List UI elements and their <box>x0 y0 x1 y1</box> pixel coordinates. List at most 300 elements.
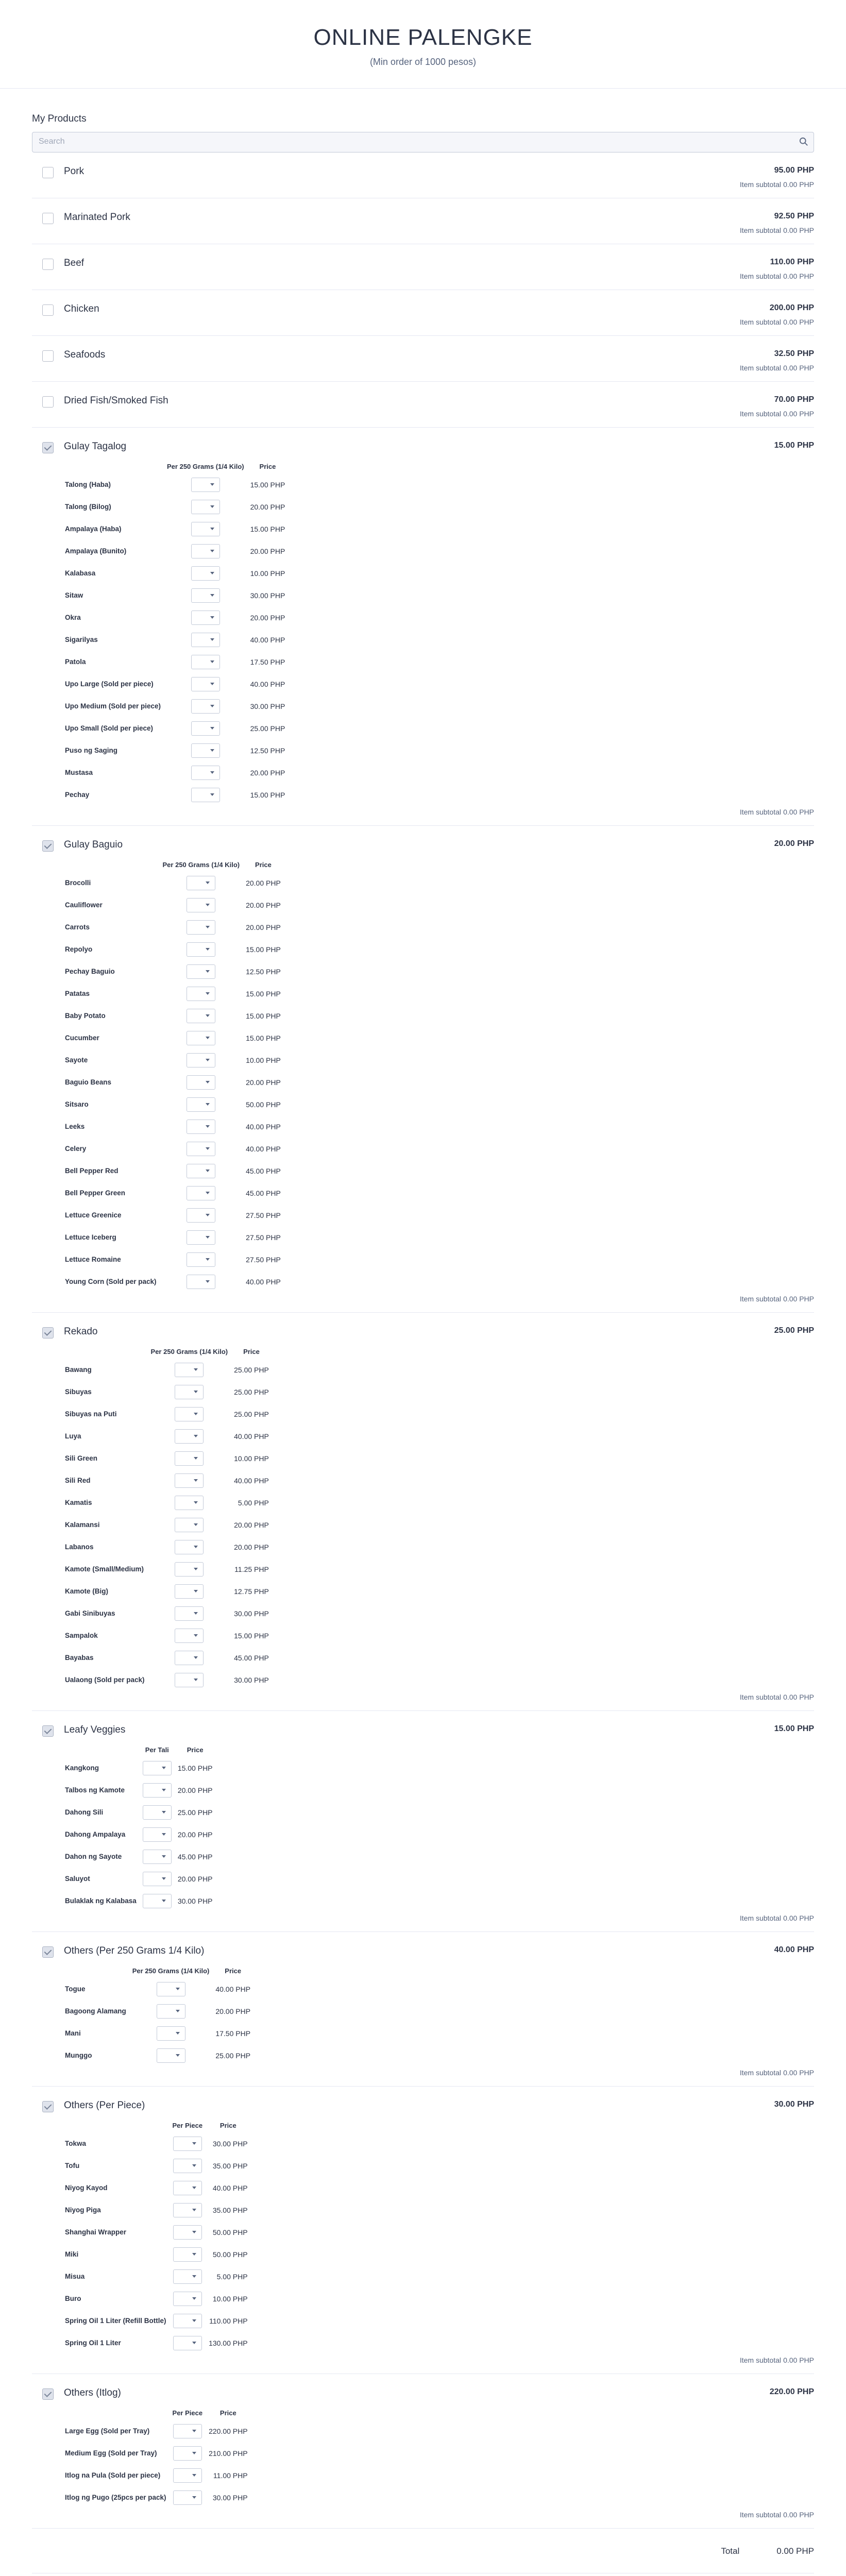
product-price: 200.00 PHP <box>769 303 814 312</box>
product-item <box>32 244 814 290</box>
option-row <box>63 1492 272 1514</box>
option-name: Ampalaya (Haba) <box>65 525 122 533</box>
option-name: Kamote (Small/Medium) <box>65 1565 144 1573</box>
option-name: Labanos <box>65 1543 94 1551</box>
quantity-select[interactable] <box>173 2424 202 2438</box>
product-checkbox[interactable] <box>42 1327 54 1338</box>
quantity-column-header: Per Piece <box>172 2409 203 2417</box>
option-name: Spring Oil 1 Liter <box>65 2339 121 2347</box>
product-name: Others (Per Piece) <box>64 2100 145 2111</box>
option-row <box>63 2155 251 2177</box>
quantity-select[interactable] <box>173 2137 202 2151</box>
product-checkbox[interactable] <box>42 2388 54 2400</box>
product-name: Rekado <box>64 1326 98 1337</box>
quantity-select[interactable] <box>187 898 215 912</box>
quantity-select[interactable] <box>191 500 220 514</box>
quantity-select[interactable] <box>173 2314 202 2328</box>
option-row <box>63 1403 272 1425</box>
option-row <box>63 1469 272 1492</box>
quantity-select[interactable] <box>175 1473 204 1488</box>
quantity-select[interactable] <box>173 2446 202 2461</box>
quantity-select[interactable] <box>191 478 220 492</box>
option-row <box>63 1425 272 1447</box>
option-row <box>63 1558 272 1580</box>
product-item <box>32 198 814 244</box>
form-header <box>0 0 846 89</box>
option-row <box>63 872 284 894</box>
option-row <box>63 584 288 606</box>
quantity-select[interactable] <box>191 743 220 758</box>
option-name: Pechay <box>65 791 90 799</box>
quantity-select[interactable] <box>175 1562 204 1577</box>
product-item <box>32 1313 814 1711</box>
quantity-select[interactable] <box>157 1982 185 1996</box>
quantity-select[interactable] <box>191 766 220 780</box>
option-table <box>63 1746 216 1912</box>
quantity-select[interactable] <box>173 2203 202 2217</box>
quantity-select[interactable] <box>187 1230 215 1245</box>
quantity-select[interactable] <box>187 1097 215 1112</box>
item-subtotal-value: 0.00 PHP <box>783 226 814 234</box>
option-name: Talong (Haba) <box>65 481 111 488</box>
item-subtotal-label: Item subtotal <box>739 226 781 234</box>
option-price: 27.50 PHP <box>246 1255 281 1264</box>
option-price: 15.00 PHP <box>250 790 285 799</box>
item-subtotal-value: 0.00 PHP <box>783 2356 814 2364</box>
option-row <box>63 1890 216 1912</box>
option-price: 20.00 PHP <box>215 2007 251 2015</box>
option-name: Sitsaro <box>65 1100 89 1108</box>
option-price: 25.00 PHP <box>250 724 285 733</box>
option-name: Carrots <box>65 923 90 931</box>
option-row <box>63 1381 272 1403</box>
quantity-select[interactable] <box>175 1518 204 1532</box>
quantity-select[interactable] <box>175 1429 204 1444</box>
option-name: Upo Large (Sold per piece) <box>65 680 154 688</box>
quantity-select[interactable] <box>191 655 220 669</box>
product-name: Chicken <box>64 303 99 314</box>
option-price: 10.00 PHP <box>212 2294 248 2303</box>
option-name: Puso ng Saging <box>65 747 118 754</box>
option-name: Large Egg (Sold per Tray) <box>65 2427 150 2435</box>
quantity-select[interactable] <box>143 1850 172 1864</box>
quantity-select[interactable] <box>187 1252 215 1267</box>
price-column-header: Price <box>219 2409 236 2417</box>
option-row <box>63 1071 284 1093</box>
quantity-select[interactable] <box>175 1407 204 1421</box>
quantity-select[interactable] <box>143 1783 172 1798</box>
option-row <box>63 1757 216 1779</box>
option-price: 110.00 PHP <box>209 2316 248 2325</box>
product-checkbox[interactable] <box>42 396 54 408</box>
product-checkbox[interactable] <box>42 350 54 362</box>
option-name: Sili Red <box>65 1477 91 1484</box>
option-price: 27.50 PHP <box>246 1211 281 1219</box>
quantity-select[interactable] <box>187 1053 215 1067</box>
product-checkbox[interactable] <box>42 167 54 178</box>
quantity-select[interactable] <box>175 1496 204 1510</box>
item-subtotal-value: 0.00 PHP <box>783 410 814 418</box>
option-name: Lettuce Greenice <box>65 1211 122 1219</box>
product-price: 70.00 PHP <box>774 395 814 404</box>
option-row <box>63 695 288 717</box>
quantity-select[interactable] <box>157 2004 185 2019</box>
option-name: Bell Pepper Green <box>65 1189 126 1197</box>
item-subtotal-value: 0.00 PHP <box>783 364 814 372</box>
quantity-select[interactable] <box>175 1584 204 1599</box>
option-name: Kamatis <box>65 1499 92 1506</box>
search-placeholder: Search <box>39 137 65 146</box>
option-row <box>63 496 288 518</box>
option-row <box>63 2177 251 2199</box>
product-name: Pork <box>64 166 84 177</box>
product-checkbox[interactable] <box>42 304 54 316</box>
quantity-select[interactable] <box>187 1142 215 1156</box>
product-checkbox[interactable] <box>42 1946 54 1958</box>
option-name: Sayote <box>65 1056 88 1064</box>
option-row <box>63 518 288 540</box>
quantity-select[interactable] <box>187 876 215 890</box>
option-name: Repolyo <box>65 945 93 953</box>
product-price: 32.50 PHP <box>774 349 814 358</box>
quantity-select[interactable] <box>173 2292 202 2306</box>
option-row <box>63 1182 284 1204</box>
option-row <box>63 562 288 584</box>
option-price: 20.00 PHP <box>250 613 285 622</box>
option-row <box>63 916 284 938</box>
quantity-select[interactable] <box>173 2225 202 2240</box>
option-row <box>63 1823 216 1845</box>
quantity-select[interactable] <box>187 920 215 935</box>
option-price: 11.00 PHP <box>213 2471 248 2480</box>
option-name: Ampalaya (Bunito) <box>65 547 127 555</box>
option-row <box>63 2243 251 2265</box>
item-subtotal-label: Item subtotal <box>739 410 781 418</box>
option-name: Dahon ng Sayote <box>65 1853 122 1860</box>
price-column-header: Price <box>187 1746 204 1754</box>
quantity-select[interactable] <box>175 1451 204 1466</box>
option-name: Patola <box>65 658 86 666</box>
quantity-select[interactable] <box>187 1164 215 1178</box>
option-table <box>63 2409 251 2509</box>
option-name: Kamote (Big) <box>65 1587 108 1595</box>
quantity-select[interactable] <box>157 2026 185 2041</box>
option-row <box>63 1270 284 1293</box>
item-subtotal-label: Item subtotal <box>739 2069 781 2077</box>
option-price: 30.00 PHP <box>234 1609 269 1618</box>
option-row <box>63 2132 251 2155</box>
option-name: Lettuce Iceberg <box>65 1233 116 1241</box>
quantity-select[interactable] <box>187 1208 215 1223</box>
item-subtotal <box>32 362 814 381</box>
product-checkbox[interactable] <box>42 259 54 270</box>
option-row <box>63 1027 284 1049</box>
option-price: 45.00 PHP <box>234 1653 269 1662</box>
quantity-select[interactable] <box>187 1031 215 1045</box>
item-subtotal <box>32 806 814 825</box>
item-subtotal-value: 0.00 PHP <box>783 1914 814 1922</box>
option-row <box>63 739 288 761</box>
option-price: 220.00 PHP <box>209 2427 248 2435</box>
item-subtotal-label: Item subtotal <box>739 2356 781 2364</box>
product-price: 110.00 PHP <box>770 258 814 266</box>
option-price: 30.00 PHP <box>250 591 285 600</box>
option-name-header <box>63 2409 170 2420</box>
option-table <box>63 463 288 806</box>
option-name: Sitaw <box>65 591 83 599</box>
option-name: Sibuyas na Puti <box>65 1410 117 1418</box>
quantity-select[interactable] <box>175 1606 204 1621</box>
product-checkbox[interactable] <box>42 2101 54 2112</box>
search-icon[interactable] <box>799 137 808 146</box>
item-subtotal <box>32 2509 814 2528</box>
option-price: 30.00 PHP <box>234 1675 269 1684</box>
quantity-select[interactable] <box>191 566 220 581</box>
quantity-select[interactable] <box>191 721 220 736</box>
total-value: 0.00 PHP <box>776 2546 814 2556</box>
option-price: 25.00 PHP <box>234 1387 269 1396</box>
quantity-select[interactable] <box>143 1872 172 1886</box>
option-row <box>63 2310 251 2332</box>
quantity-select[interactable] <box>173 2336 202 2350</box>
option-row <box>63 2265 251 2287</box>
quantity-select[interactable] <box>187 1120 215 1134</box>
quantity-select[interactable] <box>175 1385 204 1399</box>
option-name: Baguio Beans <box>65 1078 112 1086</box>
option-price: 5.00 PHP <box>216 2272 248 2281</box>
option-row <box>63 1536 272 1558</box>
item-subtotal-label: Item subtotal <box>739 1295 781 1303</box>
option-name: Dahong Sili <box>65 1808 104 1816</box>
option-price: 20.00 PHP <box>177 1874 213 1883</box>
product-name: Others (Per 250 Grams 1/4 Kilo) <box>64 1945 205 1956</box>
option-row <box>63 2000 253 2022</box>
option-name: Niyog Kayod <box>65 2184 108 2192</box>
option-name-header <box>63 1967 129 1978</box>
quantity-select[interactable] <box>173 2247 202 2262</box>
option-price: 15.00 PHP <box>250 480 285 489</box>
product-item <box>32 826 814 1313</box>
quantity-select[interactable] <box>187 1275 215 1289</box>
option-row <box>63 1138 284 1160</box>
option-row <box>63 938 284 960</box>
quantity-select[interactable] <box>187 1009 215 1023</box>
option-name: Bawang <box>65 1366 92 1374</box>
option-name: Sampalok <box>65 1632 98 1639</box>
quantity-select[interactable] <box>191 611 220 625</box>
option-price: 20.00 PHP <box>246 1078 281 1087</box>
option-price: 15.00 PHP <box>177 1764 213 1772</box>
products-label: My Products <box>32 113 87 124</box>
option-name: Mani <box>65 2029 81 2037</box>
option-row <box>63 2199 251 2221</box>
option-row <box>63 1226 284 1248</box>
product-item <box>32 2087 814 2374</box>
quantity-select[interactable] <box>191 633 220 647</box>
product-name: Others (Itlog) <box>64 2387 121 2398</box>
option-row <box>63 1447 272 1469</box>
option-price: 15.00 PHP <box>246 1033 281 1042</box>
quantity-select[interactable] <box>175 1673 204 1687</box>
product-price: 95.00 PHP <box>774 166 814 175</box>
quantity-select[interactable] <box>191 522 220 536</box>
option-name: Sigarilyas <box>65 636 98 643</box>
quantity-select[interactable] <box>157 2048 185 2063</box>
option-price: 35.00 PHP <box>212 2206 248 2214</box>
quantity-select[interactable] <box>175 1629 204 1643</box>
option-row <box>63 1978 253 2000</box>
option-price: 20.00 PHP <box>250 502 285 511</box>
option-table <box>63 1967 253 2066</box>
product-checkbox[interactable] <box>42 1725 54 1737</box>
option-row <box>63 1005 284 1027</box>
option-name: Lettuce Romaine <box>65 1256 121 1263</box>
quantity-select[interactable] <box>187 987 215 1001</box>
option-table <box>63 1348 272 1691</box>
quantity-select[interactable] <box>173 2490 202 2505</box>
product-checkbox[interactable] <box>42 442 54 453</box>
quantity-select[interactable] <box>187 1075 215 1090</box>
option-price: 12.50 PHP <box>250 746 285 755</box>
option-row <box>63 1204 284 1226</box>
product-name: Leafy Veggies <box>64 1724 126 1735</box>
option-price: 15.00 PHP <box>246 989 281 998</box>
option-row <box>63 2442 251 2464</box>
option-row <box>63 1669 272 1691</box>
option-price: 10.00 PHP <box>234 1454 269 1463</box>
quantity-select[interactable] <box>143 1894 172 1908</box>
price-column-header: Price <box>219 2122 236 2129</box>
product-price: 25.00 PHP <box>774 1326 814 1335</box>
option-name: Cauliflower <box>65 901 103 909</box>
option-name: Buro <box>65 2295 81 2302</box>
product-price: 40.00 PHP <box>774 1945 814 1954</box>
option-name: Pechay Baguio <box>65 968 115 975</box>
option-name: Okra <box>65 614 81 621</box>
product-search-input[interactable] <box>32 132 814 152</box>
product-checkbox[interactable] <box>42 213 54 224</box>
price-column-header: Price <box>255 861 272 869</box>
option-name-header <box>63 463 164 473</box>
option-row <box>63 982 284 1005</box>
quantity-select[interactable] <box>187 964 215 979</box>
option-name: Upo Medium (Sold per piece) <box>65 702 161 710</box>
option-name: Tokwa <box>65 2140 87 2147</box>
option-price: 20.00 PHP <box>246 901 281 909</box>
option-price: 10.00 PHP <box>250 569 285 578</box>
option-row <box>63 1160 284 1182</box>
option-name: Patatas <box>65 990 90 997</box>
item-subtotal <box>32 1293 814 1312</box>
option-price: 40.00 PHP <box>234 1476 269 1485</box>
quantity-select[interactable] <box>191 677 220 691</box>
quantity-select[interactable] <box>173 2159 202 2173</box>
option-price: 10.00 PHP <box>246 1056 281 1064</box>
option-price: 20.00 PHP <box>234 1520 269 1529</box>
option-row <box>63 1868 216 1890</box>
option-row <box>63 2044 253 2066</box>
option-row <box>63 606 288 629</box>
product-checkbox[interactable] <box>42 840 54 852</box>
option-price: 30.00 PHP <box>250 702 285 710</box>
product-price: 220.00 PHP <box>769 2387 814 2396</box>
option-name: Kangkong <box>65 1764 99 1772</box>
quantity-select[interactable] <box>175 1540 204 1554</box>
quantity-select[interactable] <box>143 1761 172 1775</box>
option-name: Tofu <box>65 2162 80 2170</box>
quantity-select[interactable] <box>191 699 220 714</box>
option-row <box>63 761 288 784</box>
item-subtotal-value: 0.00 PHP <box>783 318 814 326</box>
quantity-select[interactable] <box>173 2181 202 2195</box>
option-row <box>63 1801 216 1823</box>
option-row <box>63 1115 284 1138</box>
option-price: 30.00 PHP <box>212 2139 248 2148</box>
option-price: 17.50 PHP <box>250 657 285 666</box>
option-row <box>63 1248 284 1270</box>
option-name: Leeks <box>65 1123 85 1130</box>
item-subtotal <box>32 316 814 335</box>
option-price: 25.00 PHP <box>177 1808 213 1817</box>
item-subtotal <box>32 2354 814 2374</box>
quantity-select[interactable] <box>191 588 220 603</box>
product-name: Gulay Tagalog <box>64 441 127 452</box>
option-row <box>63 1845 216 1868</box>
option-price: 35.00 PHP <box>212 2161 248 2170</box>
option-price: 15.00 PHP <box>246 945 281 954</box>
option-row <box>63 473 288 496</box>
product-price: 15.00 PHP <box>774 1724 814 1733</box>
option-price: 40.00 PHP <box>215 1985 251 1993</box>
item-subtotal-value: 0.00 PHP <box>783 1693 814 1701</box>
price-column-header: Price <box>243 1348 260 1355</box>
option-price: 30.00 PHP <box>212 2493 248 2502</box>
quantity-select[interactable] <box>173 2269 202 2284</box>
option-name: Bagoong Alamang <box>65 2007 126 2015</box>
option-row <box>63 894 284 916</box>
quantity-select[interactable] <box>143 1805 172 1820</box>
item-subtotal <box>32 2066 814 2086</box>
option-name-header <box>63 2122 170 2132</box>
quantity-select[interactable] <box>143 1827 172 1842</box>
quantity-column-header: Per 250 Grams (1/4 Kilo) <box>150 1348 228 1355</box>
option-price: 15.00 PHP <box>234 1631 269 1640</box>
option-name: Itlog ng Pugo (25pcs per pack) <box>65 2494 166 2501</box>
option-row <box>63 2022 253 2044</box>
option-price: 20.00 PHP <box>246 878 281 887</box>
option-price: 20.00 PHP <box>177 1830 213 1839</box>
quantity-select[interactable] <box>175 1651 204 1665</box>
quantity-select[interactable] <box>175 1363 204 1377</box>
quantity-select[interactable] <box>187 942 215 957</box>
option-row <box>63 629 288 651</box>
option-price: 45.00 PHP <box>246 1166 281 1175</box>
item-subtotal-label: Item subtotal <box>739 272 781 280</box>
option-price: 25.00 PHP <box>234 1410 269 1418</box>
product-item <box>32 1711 814 1932</box>
item-subtotal <box>32 1691 814 1710</box>
option-row <box>63 2332 251 2354</box>
quantity-select[interactable] <box>191 788 220 802</box>
option-price: 25.00 PHP <box>215 2051 251 2060</box>
quantity-select[interactable] <box>191 544 220 558</box>
quantity-select[interactable] <box>173 2468 202 2483</box>
item-subtotal-label: Item subtotal <box>739 1914 781 1922</box>
item-subtotal-label: Item subtotal <box>739 1693 781 1701</box>
quantity-select[interactable] <box>187 1186 215 1200</box>
item-subtotal-label: Item subtotal <box>739 2511 781 2519</box>
option-row <box>63 2486 251 2509</box>
